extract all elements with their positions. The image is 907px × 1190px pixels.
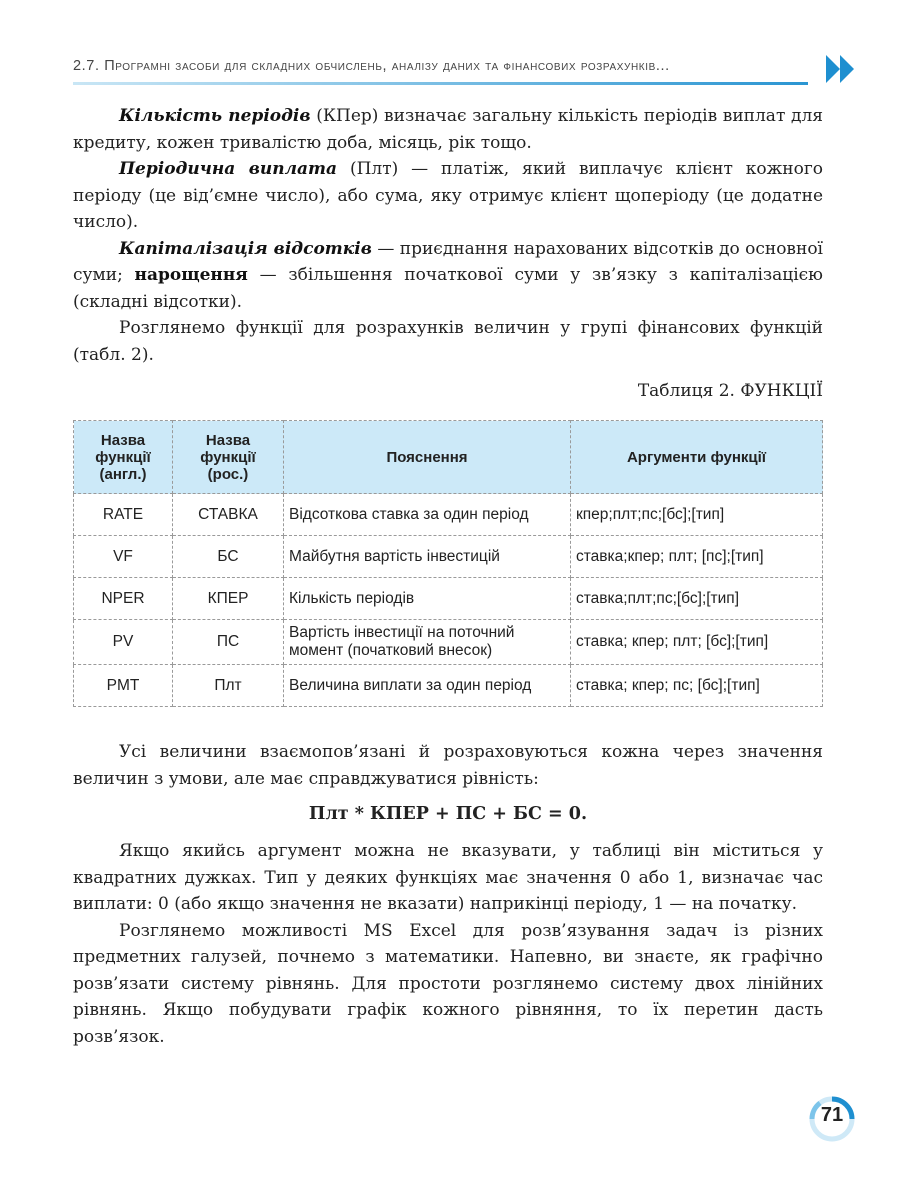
cell-arguments: кпер;плт;пс;[бс];[тип]: [571, 494, 823, 536]
cell-name-en: PMT: [74, 665, 173, 707]
paragraph-kper: [73, 103, 823, 156]
double-chevron-right-icon[interactable]: [826, 55, 856, 83]
term-kper: Кількість періодів: [119, 106, 311, 126]
paragraph-text: (Плт) — платіж, який виплачує клієнт кожного періоду (це від’ємне число), або сума, яку отримує клієнт щоперіоду (це додатне число).: [73, 159, 823, 232]
cell-description: Кількість періодів: [284, 578, 571, 620]
functions-table: [73, 420, 823, 707]
term-capitalization: Капіталізація відсотків: [119, 238, 372, 259]
paragraph-text: — приєднання нарахованих відсотків до основної суми;: [73, 238, 823, 285]
paragraph-text: — збільшення початкової суми у зв’язку з капіталізацією (складні відсотки).: [73, 265, 823, 312]
table-caption: Таблиця 2. ФУНКЦІЇ: [637, 381, 823, 401]
table-header-row: [74, 421, 823, 494]
cell-name-ru: ПС: [173, 620, 284, 665]
cell-description: Величина виплати за один період: [284, 665, 571, 707]
page-number: 71: [820, 1104, 844, 1126]
column-header: Пояснення: [284, 421, 571, 494]
cell-name-en: RATE: [74, 494, 173, 536]
table-row: [74, 536, 823, 578]
table-row: [74, 620, 823, 665]
column-header: Аргументи функції: [571, 421, 823, 494]
paragraph-relation: Усі величини взаємопов’язані й розраховуються кожна через значення величин з умови, але має справджуватися рівність:: [73, 742, 823, 789]
paragraph-plt: [73, 156, 823, 236]
column-header: Назва функції (англ.): [74, 421, 173, 494]
table-row: [74, 665, 823, 707]
column-header: Назва функції (рос.): [173, 421, 284, 494]
paragraph-functions-intro: Розглянемо функції для розрахунків величин у групі фінансових функцій (табл. 2).: [73, 318, 823, 365]
term-plt: Періодична виплата: [119, 159, 338, 179]
paragraph-brackets: Якщо якийсь аргумент можна не вказувати, у таблиці він міститься у квадратних дужках. Тип у деяких функціях має значення 0 або 1, визначає час виплати: 0 (або якщо значення не вказати) наприкінці періоду, 1 — на початку.: [73, 841, 823, 914]
cell-name-en: PV: [74, 620, 173, 665]
header-rule: [73, 82, 808, 85]
paragraph-excel: Розглянемо можливості MS Excel для розв’язування задач із різних предметних галузей, почнемо з математики. Напевно, ви знаєте, як графічно розв’язати систему рівнянь. Для простоти розглянемо систему двох лінійних рівнянь. Якщо побудувати графік кожного рівняння, то їх перетин дасть розв’язок.: [73, 920, 823, 1047]
cell-arguments: ставка; кпер; пс; [бс];[тип]: [571, 665, 823, 707]
cell-name-en: VF: [74, 536, 173, 578]
cell-arguments: ставка;кпер; плт; [пс];[тип]: [571, 536, 823, 578]
cell-name-ru: СТАВКА: [173, 494, 284, 536]
running-header: 2.7. Програмні засоби для складних обчислень, аналізу даних та фінансових розрахунків...: [73, 58, 670, 74]
formula: Плт * КПЕР + ПС + БС = 0.: [308, 804, 588, 824]
cell-description: Вартість інвестиції на поточний момент (початковий внесок): [284, 620, 571, 665]
cell-arguments: ставка; кпер; плт; [бс];[тип]: [571, 620, 823, 665]
paragraph-text: (КПер) визначає загальну кількість періодів виплат для кредиту, кожен тривалістю доба, місяць, рік тощо.: [73, 106, 823, 153]
cell-name-ru: Плт: [173, 665, 284, 707]
cell-name-ru: БС: [173, 536, 284, 578]
paragraph-capitalization: [73, 236, 823, 316]
cell-description: Майбутня вартість інвестицій: [284, 536, 571, 578]
term-accrual: нарощення: [134, 265, 248, 285]
page-content: [73, 103, 823, 1050]
cell-name-ru: КПЕР: [173, 578, 284, 620]
cell-arguments: ставка;плт;пс;[бс];[тип]: [571, 578, 823, 620]
table-row: [74, 578, 823, 620]
table-row: [74, 494, 823, 536]
cell-description: Відсоткова ставка за один період: [284, 494, 571, 536]
cell-name-en: NPER: [74, 578, 173, 620]
